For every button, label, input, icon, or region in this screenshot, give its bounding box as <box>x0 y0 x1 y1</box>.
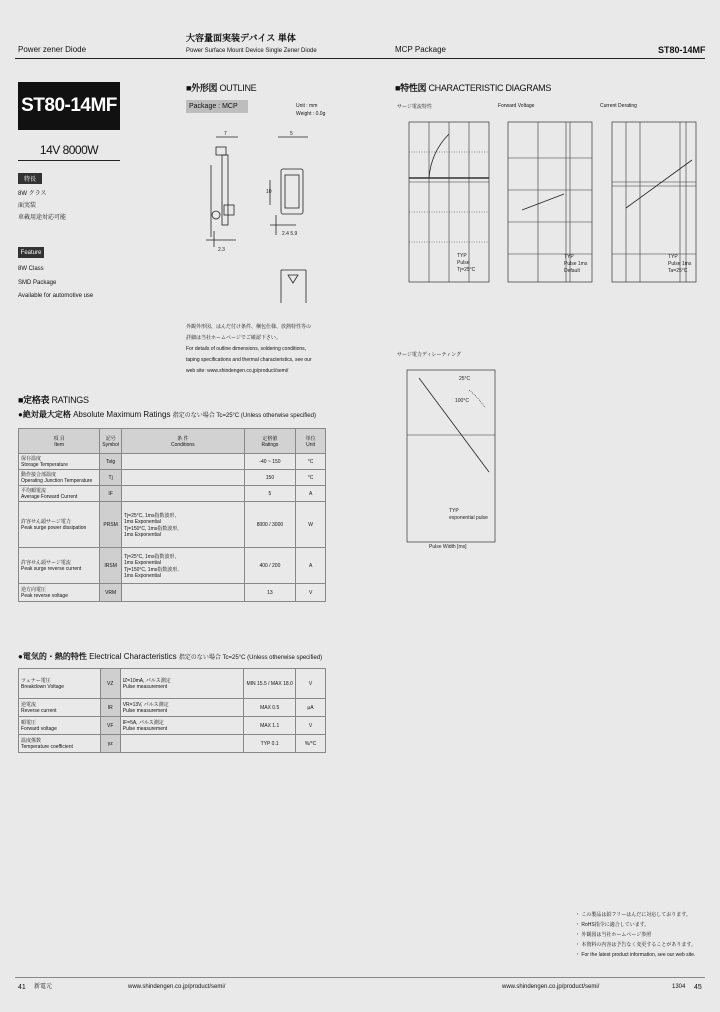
outline-square-icon: ■ <box>186 83 192 93</box>
chart4-legend: TYP <box>449 508 459 514</box>
feature-en-item: 8W Class <box>18 266 44 272</box>
ratings-heading-jp: 定格表 <box>23 395 50 405</box>
item-jp: 順電圧 <box>21 720 37 726</box>
table-row <box>19 454 326 470</box>
rating-cell: MAX 1.1 <box>244 717 296 735</box>
item-en: Peak surge reverse current <box>21 566 82 572</box>
item-jp: 保存温度 <box>21 456 42 462</box>
chart3-plot <box>600 112 705 302</box>
table-row <box>19 669 326 699</box>
package-label: Package : MCP <box>186 100 248 113</box>
electrical-heading <box>18 651 322 662</box>
item-jp: 許容せん頭サージ電力 <box>21 519 71 525</box>
rating-cell: MAX 0.5 <box>244 699 296 717</box>
chart4-plot <box>397 360 499 550</box>
unit-cell: %/°C <box>296 735 326 753</box>
chart1-curve <box>429 134 449 178</box>
ratings-heading-en: RATINGS <box>51 395 89 405</box>
feature-en-item: SMD Package <box>18 280 57 286</box>
col-header: 項 目 Item <box>19 429 100 454</box>
chart4-curve-label: 25°C <box>459 376 471 382</box>
chart3-frame <box>612 122 696 282</box>
table-row <box>19 502 326 548</box>
header-en-left: Power zener Diode <box>18 45 87 54</box>
table-row <box>19 717 326 735</box>
electrical-table <box>18 668 326 753</box>
footer-url-left[interactable]: www.shindengen.co.jp/product/semi/ <box>128 984 226 990</box>
conditions-cell: VR=13V, パルス測定 Pulse measurement <box>120 699 244 717</box>
product-rating-rule <box>18 160 120 161</box>
header-part: ST80-14MF <box>658 45 706 55</box>
chart4-curve-label: 100°C <box>455 398 469 404</box>
chart1-legend: TYP <box>457 253 467 259</box>
diagrams-heading <box>395 81 551 94</box>
footer-brand: 新電元 <box>34 984 53 990</box>
symbol-cell: VRM <box>100 584 122 602</box>
feature-jp-item: 車載用途対応可能 <box>18 215 67 221</box>
item-en: Forward voltage <box>21 726 57 732</box>
outline-note: taping specifications and thermal characteristics, see our <box>186 357 312 363</box>
item-jp: 逆方向電圧 <box>21 587 47 593</box>
ratings-table <box>18 428 326 602</box>
chart4-curve-2 <box>469 390 485 408</box>
symbol-cell: IR <box>100 699 120 717</box>
outline-heading-en: OUTLINE <box>219 83 257 93</box>
feature-jp-item: 面実装 <box>18 203 37 209</box>
footer-url-right[interactable]: www.shindengen.co.jp/product/semi/ <box>502 984 600 990</box>
col-header: 定格値 Ratings <box>244 429 296 454</box>
outline-unit: Unit : mm <box>296 103 318 109</box>
unit-cell: A <box>296 486 326 502</box>
symbol-cell: VZ <box>100 669 120 699</box>
chart2-legend: Default <box>564 268 580 274</box>
footer-note: ・ この製品は鉛フリーはんだに対応しております。 <box>575 912 691 918</box>
table-row <box>19 584 326 602</box>
svg-text:2.3: 2.3 <box>218 247 225 253</box>
conditions-cell: IZ=10mA, パルス測定 Pulse measurement <box>120 669 244 699</box>
rating-cell: 150 <box>244 470 296 486</box>
chart2-frame <box>508 122 592 282</box>
diagrams-heading-en: CHARACTERISTIC DIAGRAMS <box>428 83 552 93</box>
rating-cell: 8000 / 3000 <box>244 502 296 548</box>
product-part-box: ST80-14MF <box>18 82 120 130</box>
unit-cell: V <box>296 584 326 602</box>
footer-page-left: 41 <box>18 984 26 991</box>
symbol-cell: Tstg <box>100 454 122 470</box>
chart2-title: Forward Voltage <box>498 103 535 109</box>
item-jp: 動作接合部温度 <box>21 472 57 478</box>
footer-page-right: 45 <box>694 984 702 991</box>
table-row <box>19 735 326 753</box>
ratings-square-icon: ■ <box>18 395 24 405</box>
symbol-cell: PRSM <box>100 502 122 548</box>
ratings-heading <box>18 393 89 406</box>
chart3-curve <box>626 160 692 208</box>
electrical-heading-jp: 電気的・熱的特性 <box>22 652 87 661</box>
rating-cell: 5 <box>244 486 296 502</box>
chart4-title: サージ電力ディレーティング <box>397 352 462 358</box>
rating-cell: -40 ~ 150 <box>244 454 296 470</box>
conditions-cell <box>121 584 244 602</box>
conditions-cell: IF=5A, パルス測定 Pulse measurement <box>120 717 244 735</box>
outline-note: For details of outline dimensions, soldering conditions, <box>186 346 307 352</box>
col-header: 単位 Unit <box>296 429 326 454</box>
footer-code: 1304 <box>672 984 686 990</box>
conditions-cell: Tj=25°C, 1ms指数波形, 1ms Exponential Tj=150°C, 1ms指数波形, 1ms Exponential <box>121 502 244 548</box>
bullet-circle-icon: ● <box>18 652 23 661</box>
feature-en-item: Available for automotive use <box>18 293 94 299</box>
rating-cell: 400 / 200 <box>244 548 296 584</box>
chart2-plot <box>498 112 598 302</box>
svg-text:7: 7 <box>224 131 227 137</box>
item-jp: 平均順電流 <box>21 488 47 494</box>
chart3-legend: TYP <box>668 254 678 260</box>
table-row <box>19 486 326 502</box>
item-jp: 温度係数 <box>21 738 42 744</box>
header-en-sub: Power Surface Mount Device Single Zener Diode <box>186 48 317 54</box>
item-en: Temperature coefficient <box>21 744 73 750</box>
header-package: MCP Package <box>395 45 446 54</box>
item-en: Average Forward Current <box>21 494 78 500</box>
chart3-legend: Pulse 1ms <box>668 261 692 267</box>
outline-weight: Weight : 0.0g <box>296 111 326 117</box>
svg-text:10: 10 <box>266 189 272 195</box>
col-header: 条 件 Conditions <box>121 429 244 454</box>
diagrams-heading-jp: 特性図 <box>400 83 427 93</box>
header-jp-title: 大容量面実装デバイス 単体 <box>186 33 296 43</box>
conditions-cell: Tj=25°C, 1ms指数波形, 1ms Exponential Tj=150°C, 1ms指数波形, 1ms Exponential <box>121 548 244 584</box>
col-header: 記号 Symbol <box>100 429 122 454</box>
features-en-tag: Feature <box>18 247 44 258</box>
ratings-sub-jp: 絶対最大定格 <box>22 410 71 419</box>
outline-note: web site: www.shindengen.co.jp/product/semi/ <box>186 368 289 374</box>
diagrams-square-icon: ■ <box>395 83 401 93</box>
rating-cell: 13 <box>244 584 296 602</box>
unit-cell: μA <box>296 699 326 717</box>
chart4-xlabel: Pulse Width [ms] <box>429 544 467 550</box>
conditions-cell <box>120 735 244 753</box>
outline-note: 外観外形図、はんだ付け条件、梱包仕様、放熱特性等の <box>186 324 312 330</box>
feature-jp-item: 8W クラス <box>18 191 47 197</box>
footer-note: ・ 本資料の内容は予告なく変更することがあります。 <box>575 942 696 948</box>
symbol-cell: VF <box>100 717 120 735</box>
unit-cell: °C <box>296 470 326 486</box>
item-en: Peak surge power dissipation <box>21 525 87 531</box>
outline-heading-jp: 外形図 <box>191 83 218 93</box>
ratings-sub-cond: 指定のない場合 Tc=25°C (Unless otherwise specified) <box>172 413 316 419</box>
item-jp: ツェナー電圧 <box>21 678 51 684</box>
ratings-header-row <box>19 429 326 454</box>
unit-cell: A <box>296 548 326 584</box>
product-rating: 14V 8000W <box>39 143 99 157</box>
ratings-subheading <box>18 409 316 420</box>
footer-note: ・ 外観図は当社ホームページ参照 <box>575 932 652 938</box>
rating-cell: TYP 0.1 <box>244 735 296 753</box>
outline-drawing <box>186 125 326 315</box>
item-jp: 許容せん頭サージ電流 <box>21 560 71 566</box>
footer-note: ・ For the latest product information, see our web site. <box>575 952 696 958</box>
chart1-plot <box>397 112 497 302</box>
chart2-legend: Pulse 1ms <box>564 261 588 267</box>
electrical-cond: 指定のない場合 Tc=25°C (Unless otherwise specified) <box>178 655 323 661</box>
table-row <box>19 699 326 717</box>
conditions-cell <box>121 486 244 502</box>
unit-cell: V <box>296 717 326 735</box>
chart2-legend: TYP <box>564 254 574 260</box>
svg-text:2.4 5.9: 2.4 5.9 <box>282 231 298 237</box>
item-jp: 逆電流 <box>21 702 37 708</box>
item-en: Operating Junction Temperature <box>21 478 93 484</box>
unit-cell: V <box>296 669 326 699</box>
unit-cell: W <box>296 502 326 548</box>
unit-cell: °C <box>296 454 326 470</box>
header-rule <box>15 58 705 59</box>
ratings-sub-en: Absolute Maximum Ratings <box>73 410 171 419</box>
footer-note: ・ RoHS指令に適合しています。 <box>575 922 650 928</box>
features-jp-tag: 特長 <box>18 173 42 184</box>
symbol-cell: IF <box>100 486 122 502</box>
chart2-curve <box>522 194 564 210</box>
chart1-legend: Pulse <box>457 260 470 266</box>
bullet-circle-icon: ● <box>18 410 23 419</box>
chart3-legend: Ta=25°C <box>668 268 688 274</box>
item-en: Breakdown Voltage <box>21 684 65 690</box>
rating-cell: MIN 15.5 / MAX 18.0 <box>244 669 296 699</box>
chart4-curve <box>419 378 489 472</box>
conditions-cell <box>121 470 244 486</box>
footer-rule <box>15 977 705 978</box>
item-en: Storage Temperature <box>21 462 68 468</box>
electrical-heading-en: Electrical Characteristics <box>89 652 177 661</box>
chart3-title: Current Derating <box>600 103 637 109</box>
symbol-cell: Tj <box>100 470 122 486</box>
table-row <box>19 470 326 486</box>
item-en: Peak reverse voltage <box>21 593 68 599</box>
symbol-cell: γz <box>100 735 120 753</box>
chart1-title: サージ電流特性 <box>397 104 432 110</box>
chart1-legend: Tj=25°C <box>457 267 476 273</box>
table-row <box>19 548 326 584</box>
chart4-legend: exponential pulse <box>449 515 488 521</box>
outline-heading <box>186 81 256 94</box>
outline-note: 詳細は当社ホームページでご確認下さい。 <box>186 335 281 341</box>
item-en: Reverse current <box>21 708 57 714</box>
svg-text:5: 5 <box>290 131 293 137</box>
symbol-cell: IRSM <box>100 548 122 584</box>
conditions-cell <box>121 454 244 470</box>
